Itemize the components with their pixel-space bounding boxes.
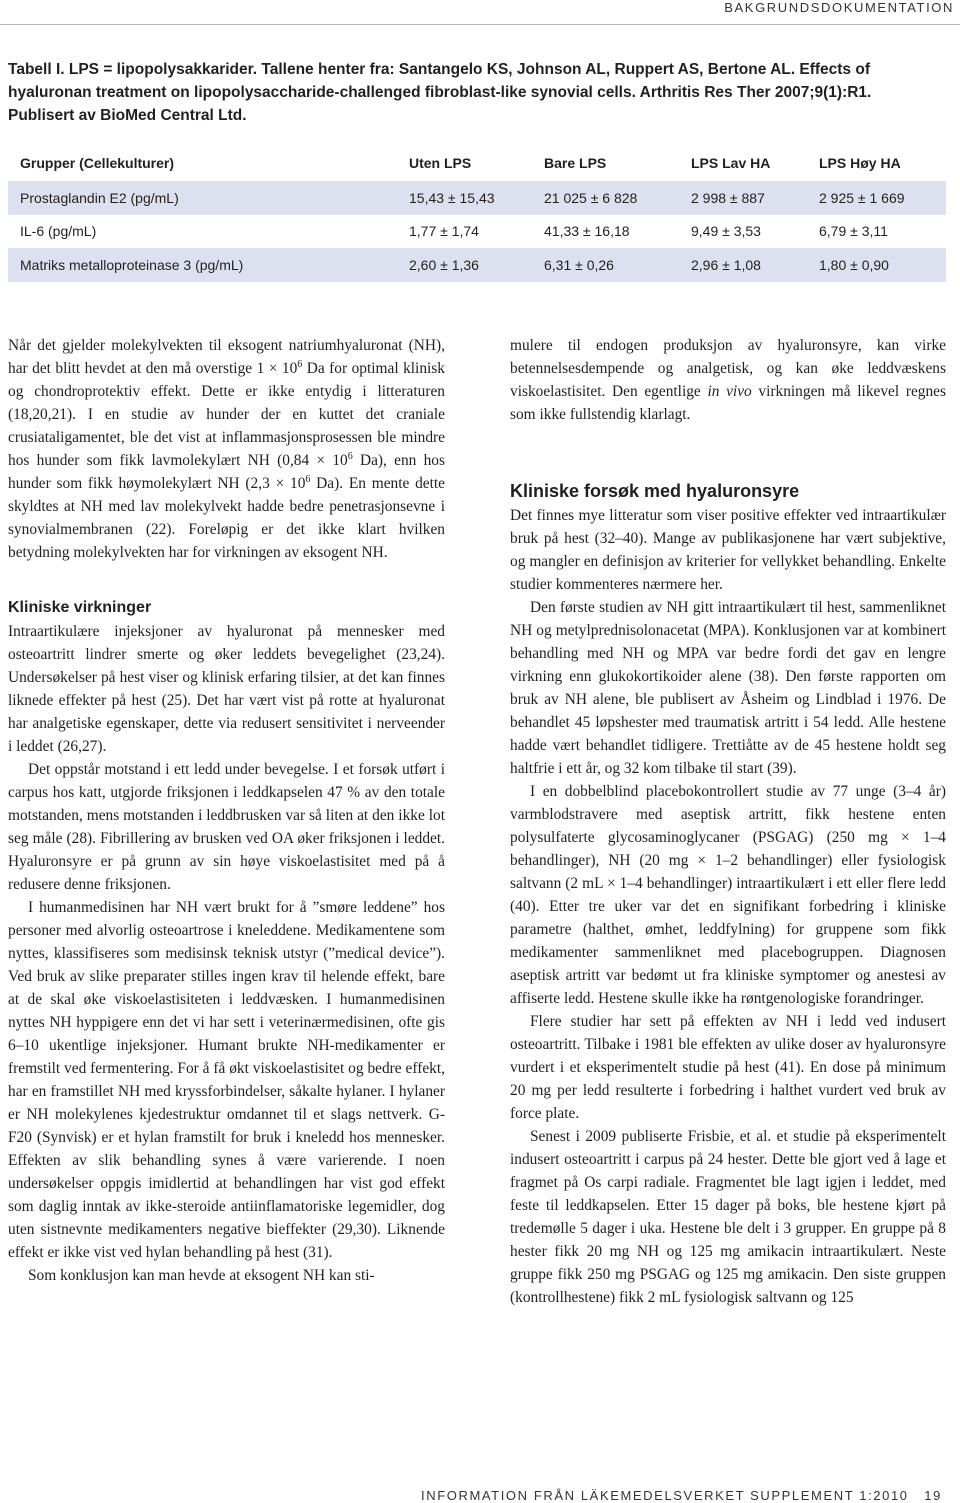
table-cell: 9,49 ± 3,53 (691, 223, 761, 240)
table-cell: 1,80 ± 0,90 (819, 256, 889, 273)
table-cell: 1,77 ± 1,74 (409, 223, 479, 240)
table-cell: 41,33 ± 16,18 (544, 223, 630, 240)
table-header-cell: Grupper (Cellekulturer) (20, 155, 175, 171)
body-paragraph: Når det gjelder molekylvekten til eksogent natriumhyaluronat (NH), har det blitt hevdet at den må overstige $1 \times 10^6$ Da for optimal klinisk og chondroprotektiv effekt. Dette er ikke entydig i litteraturen (18,20,21). I en studie av hunder der en kuttet det craniale crusiataligamentet, ble det vist at inflammasjonsprosessen ble mindre hos hunder som fikk lavmolekylært NH ($0,84 \times 10^6$ Da), enn hos hunder som fikk høymolekylært NH ($2,3 \times 10^6$ Da). En mente dette skyldtes at NH med lav molekylvekt hadde bedre penetrasjonsevne i synovialmembranen (22). Foreløpig er det ikke klart hvilken betydning molekylvekten har for virkningen av eksogent NH. (8, 337, 445, 561)
table-header-cell: Uten LPS (409, 155, 472, 171)
body-paragraph: Senest i 2009 publiserte Frisbie, et al. et studie på eksperimentelt indusert osteoartritt i carpus på 24 hester. Dette ble gjort ved å lage et fragmet på Os carpi radiale. Fragmentet ble lagt igjen i leddet, med feste til leddkapselen. Etter 15 dager på boks, ble hestene kjørt på tredemølle 5 dager i uka. Hestene ble delt i 3 grupper. En gruppe på 8 hester fikk 20 mg NH og 125 mg amikacin intraartikulært. Neste gruppe fikk 250 mg PSGAG og 125 mg amikacin. Den siste gruppen (kontrollhestene) fikk 2 mL fysiologisk saltvann og 125 (510, 1128, 946, 1306)
table-header-cell: LPS Lav HA (691, 155, 771, 171)
table-cell: Prostaglandin E2 (pg/mL) (20, 189, 179, 206)
section-heading: Kliniske virkninger (8, 599, 152, 616)
table-header-cell: LPS Høy HA (819, 155, 901, 171)
table-row (8, 215, 946, 249)
body-paragraph: Det finnes mye litteratur som viser positive effekter ved intraartikulær bruk på hest (32–40). Mange av publikasjonene har vært subjektive, og mangler en definisjon av kriterier for vellykket behandling. Enkelte studier kommenteres nærmere her. (510, 507, 946, 593)
table-row (8, 181, 946, 215)
header-divider (0, 24, 960, 25)
table-header-cell: Bare LPS (544, 155, 607, 171)
body-paragraph: Flere studier har sett på effekten av NH i ledd ved indusert osteoartritt. Tilbake i 1981 ble effekten av ulike doser av hyaluronsyre vurdert i et eksperimentelt studie på hest (41). En dose på minimum 20 mg per ledd resulterte i forbedring i halthet vurdert ved bruk av force plate. (510, 1013, 946, 1122)
exponent: 6 (297, 358, 303, 370)
table-row (8, 248, 946, 282)
body-paragraph: Den første studien av NH gitt intraartikulært til hest, sammenliknet NH og metylprednisolonacetat (MPA). Konklusjonen var at kombinert behandling med NH og MPA var bedre fordi det gav en lengre virkning enn glukokortikoider alene (38). Den første rapporten om bruk av NH alene, ble publisert av Åsheim og Lindblad i 1976. De behandlet 45 løpshester med traumatisk artritt i 54 ledd. Alle hestene hadde vært behandlet tidligere. Trettiåtte av de 45 hestene holdt seg haltfrie i ett år, og 32 kom tilbake til start (39). (510, 599, 946, 777)
table-cell: Matriks metalloproteinase 3 (pg/mL) (20, 256, 244, 273)
body-paragraph: Intraartikulære injeksjoner av hyaluronat på mennesker med osteoartritt lindrer smerte og øker leddets bevegelighet (23,24). Undersøkelser på hest viser og klinisk erfaring tilsier, at det kan finnes liknede effekter på hest (25). Det har vært vist på rotte at hyaluronat har analgetiske egenskaper, dette via redusert sensitivitet i nerveender i leddet (26,27). (8, 623, 445, 755)
table-caption: Tabell I. LPS = lipopolysakkarider. Tallene henter fra: Santangelo KS, Johnson AL, Ruppert AS, Bertone AL. Effects of hyaluronan treatment on lipopolysaccharide-challenged fibroblast-like synovial cells. Arthritis Res Ther 2007;9(1):R1. Publisert av BioMed Central Ltd. (8, 61, 872, 124)
section-label: BAKGRUNDSDOKUMENTATION (724, 0, 954, 15)
table-cell: 2,60 ± 1,36 (409, 256, 479, 273)
body-paragraph: I en dobbelblind placebokontrollert studie av 77 unge (3–4 år) varmblodstravere med aseptisk artritt, fikk hestene enten polysulfaterte glycosaminoglycaner (PSGAG) (250 mg × 1–4 behandlinger), NH (20 mg × 1–2 behandlinger) eller fysiologisk saltvann (2 mL × 1–4 behandlinger) intraartikulært i ett eller flere ledd (40). Etter tre uker var det en signifikant forbedring i kliniske parametre (halthet, ømhet, leddfylning) for gruppene som fikk medikamenter sammenliknet med placebogruppen. Diagnosen aseptisk artritt var bedømt ut fra kliniske symptomer og anestesi av affiserte ledd. Hestene skulle ikke ha røntgenologiske forandringer. (510, 783, 946, 1007)
left-column (8, 334, 445, 1287)
table-cell: 6,31 ± 0,26 (544, 256, 614, 273)
table-cell: 2 925 ± 1 669 (819, 189, 905, 206)
body-paragraph: Som konklusjon kan man hevde at eksogent NH kan sti- (28, 1267, 375, 1284)
table-cell: IL-6 (pg/mL) (20, 223, 97, 240)
table-cell: 2,96 ± 1,08 (691, 256, 761, 273)
table-cell: 15,43 ± 15,43 (409, 189, 495, 206)
page-number: 19 (924, 1488, 942, 1503)
exponent: 6 (305, 473, 311, 485)
body-paragraph: mulere til endogen produksjon av hyaluronsyre, kan virke betennelsesdempende og analgetisk, og kan øke leddvæskens viskoelastisitet. Den egentlige in vivo virkningen må likevel regnes som ikke fullstendig klarlagt. (510, 337, 947, 423)
table-header-row (8, 145, 946, 181)
body-paragraph: Det oppstår motstand i ett ledd under bevegelse. I et forsøk utført i carpus hos katt, utgjorde friksjonen i leddkapselen 47 % av den totale motstanden, mens motstanden i leddbrusken var så liten at den ikke lot seg måle (28). Fibrillering av brusken ved OA øker friksjonen i leddet. Hyaluronsyre er på grunn av sin høye viskoelastisitet med på å redusere denne friksjonen. (8, 761, 445, 893)
exponent: 6 (347, 450, 353, 462)
table-cell: 21 025 ± 6 828 (544, 189, 638, 206)
body-paragraph: I humanmedisinen har NH vært brukt for å ”smøre leddene” hos personer med alvorlig osteoartrose i kneleddene. Medikamentene som nyttes, klassifiseres som medisinsk teknisk utstyr (”medical device”). Ved bruk av slike preparater stilles ingen krav til helende effekt, bare at de skal øke viskoelastisiteten i leddvæsken. I humanmedisinen nyttes NH hyppigere enn det vi har sett i veterinærmedisinen, ofte gis 6–10 ukentlige injeksjoner. Humant brukte NH-medikamenter er fremstilt ved fermentering. For å få økt viskoelastisitet og bedre effekt, har en framstillet NH med kryssforbindelser, såkalte hylaner. I hylaner er NH molekylenes kjedestruktur omdannet til et slags nettverk. G-F20 (Synvisk) er et hylan framstilt for bruk i kneledd hos mennesker. Effekten av slik behandling synes å være varierende. I noen undersøkelser oppgis imidlertid at behandlingen har vist god effekt som daglig inntak av ikke-steroide antiinflamatoriske legemidler, dog uten sistnevnte medikamenters negative bieffekter (29,30). Liknende effekt er ikke vist ved hylan behandling på hest (31). (8, 899, 445, 1261)
table-cell: 2 998 ± 887 (691, 189, 765, 206)
footer-publication: INFORMATION FRÅN LÄKEMEDELSVERKET SUPPLEMENT 1:2010 (421, 1488, 909, 1503)
table-cell: 6,79 ± 3,11 (819, 223, 888, 240)
results-table (8, 145, 946, 282)
section-heading: Kliniske forsøk med hyaluronsyre (510, 481, 800, 501)
right-column (510, 334, 946, 1309)
